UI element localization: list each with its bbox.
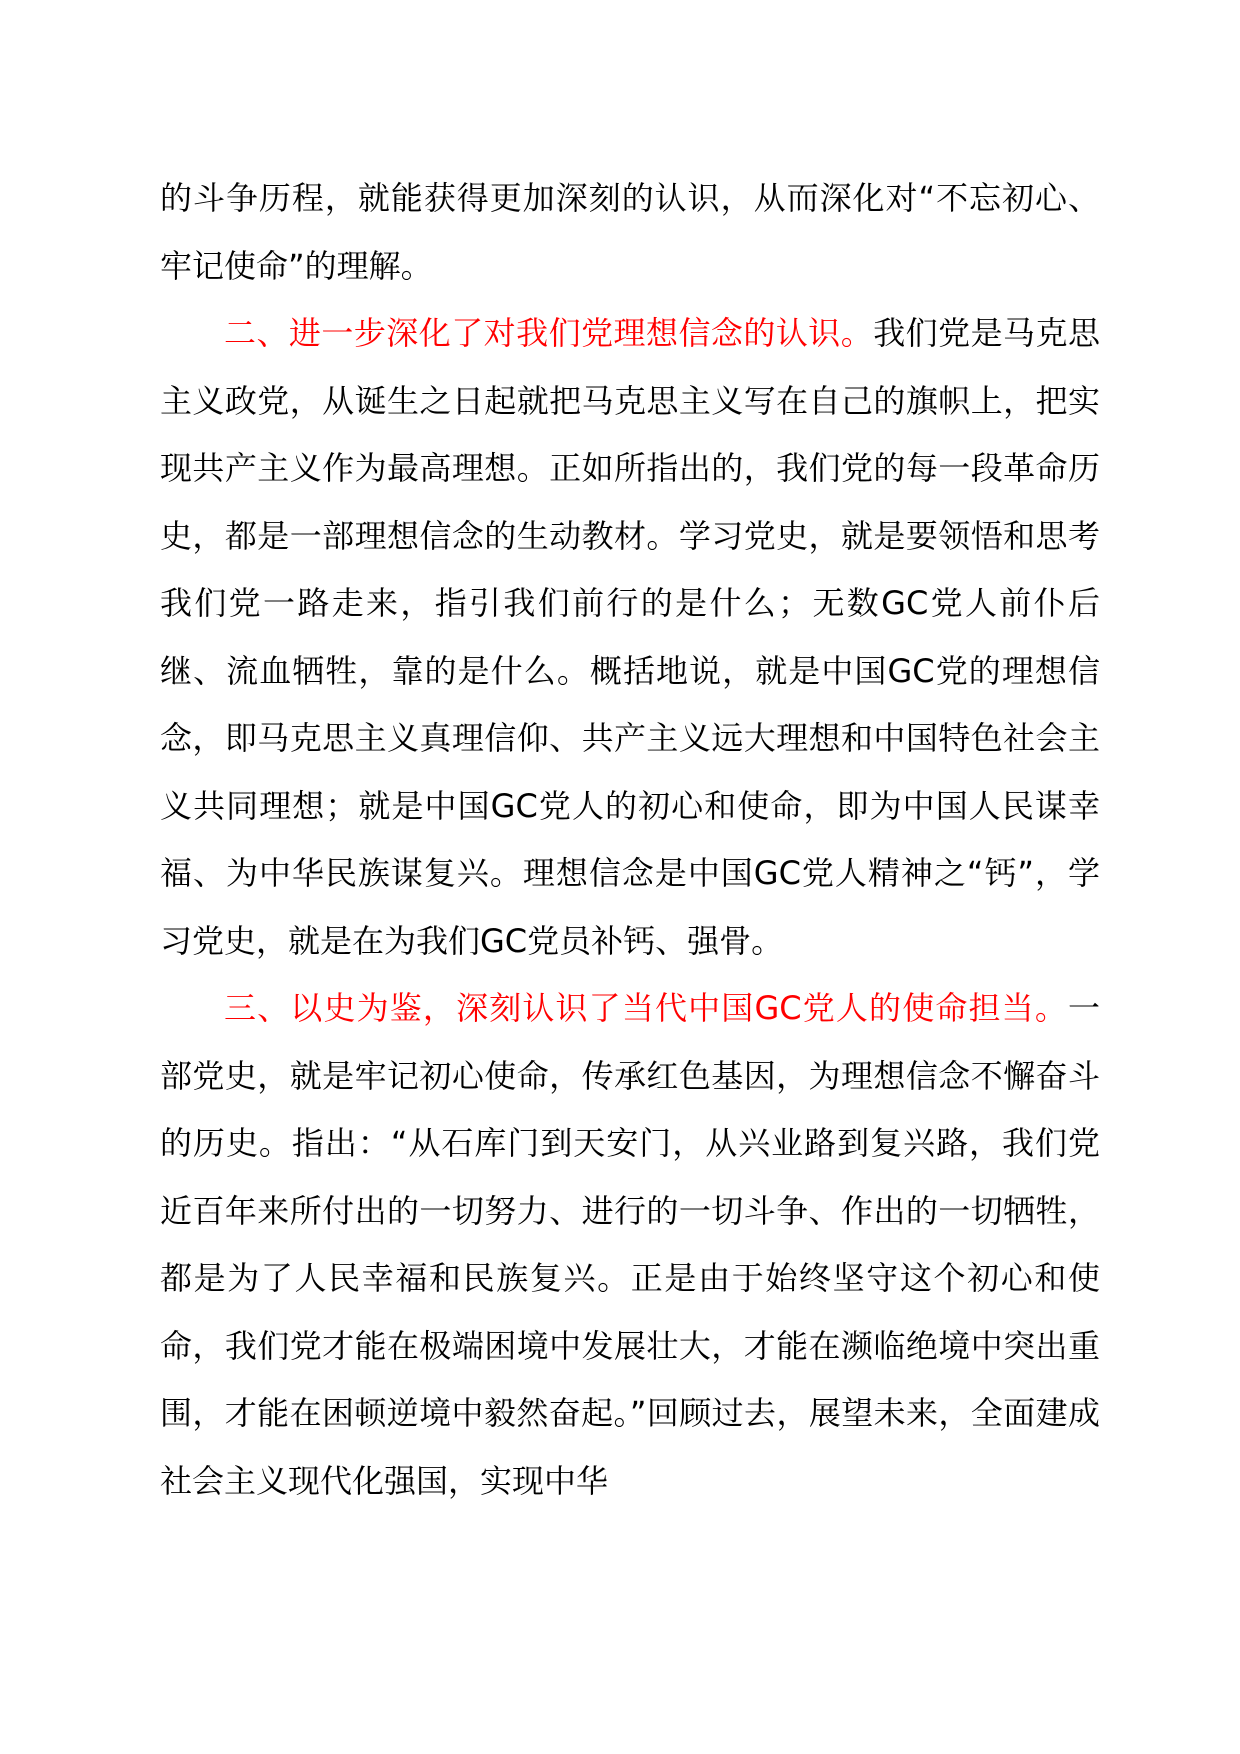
paragraph-text: 一部党史，就是牢记初心使命，传承红色基因，为理想信念不懈奋斗的历史。指出：“从石库门到天安门，从兴业路到复兴路，我们党近百年来所付出的一切努力、进行的一切斗争、作出的一切牺牲，都是为了人民幸福和民族复兴。正是由于始终坚守这个初心和使命，我们党才能在极端困境中发展壮大，才能在濒临绝境中突出重围，才能在困顿逆境中毅然奋起。”回顾过去，展望未来，全面建成社会主义现代化强国，实现中华 [160, 989, 1100, 1500]
section-heading: 二、进一步深化了对我们党理想信念的认识。 [224, 314, 874, 352]
paragraph-section-3 [160, 975, 1100, 1515]
paragraph-continuation [160, 165, 1100, 300]
document-page [160, 165, 1100, 1515]
section-heading: 三、以史为鉴，深刻认识了当代中国GC党人的使命担当。 [224, 989, 1068, 1027]
paragraph-text: 我们党是马克思主义政党，从诞生之日起就把马克思主义写在自己的旗帜上，把实现共产主义作为最高理想。正如所指出的，我们党的每一段革命历史，都是一部理想信念的生动教材。学习党史，就是要领悟和思考我们党一路走来，指引我们前行的是什么；无数GC党人前仆后继、流血牺牲，靠的是什么。概括地说，就是中国GC党的理想信念，即马克思主义真理信仰、共产主义远大理想和中国特色社会主义共同理想；就是中国GC党人的初心和使命，即为中国人民谋幸福、为中华民族谋复兴。理想信念是中国GC党人精神之“钙”，学习党史，就是在为我们GC党员补钙、强骨。 [160, 314, 1100, 960]
paragraph-text: 的斗争历程，就能获得更加深刻的认识，从而深化对“不忘初心、牢记使命”的理解。 [160, 179, 1100, 285]
paragraph-section-2 [160, 300, 1100, 975]
